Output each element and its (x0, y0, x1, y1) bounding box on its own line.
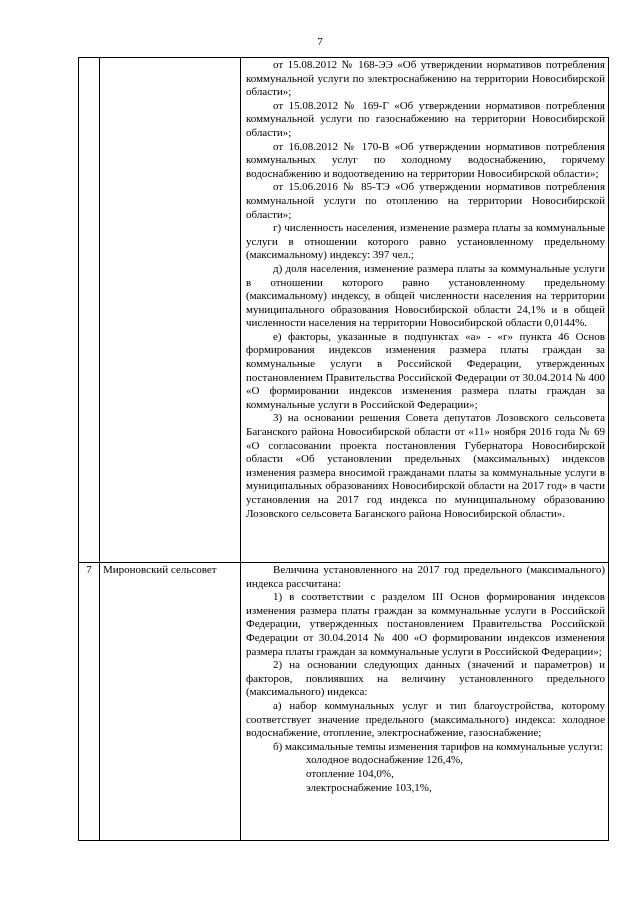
table-row (79, 563, 609, 841)
justification-cell (241, 563, 609, 841)
paragraph: 1) в соответствии с разделом III Основ формирования индексов изменения размера платы граждан за коммунальные услуги в Российской Федерации, утвержденных постановлением Правительства Российской Федерации от 30.04.2014 № 400 «О формировании индексов изменения размера платы граждан за коммунальные услуги в Российской Федерации»; (246, 591, 605, 658)
table-row (79, 58, 609, 563)
tariff-line: отопление 104,0%, (306, 767, 394, 780)
paragraph: от 15.08.2012 № 168-ЭЭ «Об утверждении нормативов потребления коммунальной услуги по электроснабжению на территории Новосибирской области»; (246, 59, 605, 99)
paragraph: 2) на основании следующих данных (значений и параметров) и факторов, повлиявших на величину установленного предельного (максимального) индекса: (246, 659, 605, 699)
tariff-line: электроснабжение 103,1%, (306, 781, 432, 794)
row-number-cell (79, 58, 100, 563)
paragraph: а) набор коммунальных услуг и тип благоустройства, которому соответствует значение предельного (максимального) индекса: холодное водоснабжение, отопление, электроснабжение, газоснабжение; (246, 699, 605, 740)
paragraph: д) доля населения, изменение размера платы за коммунальные услуги в отношении которого равно установленному предельному (максимальному) индексу, в общей численности населения на территории муниципального образования Новосибирской области 24,1% и в общей численности населения на территории Новосибирской области 0,0144%. (246, 262, 605, 330)
paragraph: г) численность населения, изменение размера платы за коммунальные услуги в отношении которого равно установленному предельному (максимальному) индексу: 397 чел.; (246, 222, 605, 262)
paragraph: от 15.06.2016 № 85-ТЭ «Об утверждении нормативов потребления коммунальной услуги по отоплению на территории Новосибирской области»; (246, 181, 605, 221)
justification-cell (241, 58, 609, 563)
page-number: 7 (317, 36, 323, 48)
row-number-cell: 7 (79, 563, 100, 841)
municipality-name-cell (100, 58, 241, 563)
municipal-index-table (78, 57, 609, 841)
paragraph: б) максимальные темпы изменения тарифов на коммунальные услуги: (273, 740, 603, 753)
paragraph: Величина установленного на 2017 год предельного (максимального) индекса рассчитана: (246, 564, 605, 590)
paragraph: от 15.08.2012 № 169-Г «Об утверждении нормативов потребления коммунальной услуги по газоснабжению на территории Новосибирской области»; (246, 99, 605, 139)
paragraph: е) факторы, указанные в подпунктах «а» - «г» пункта 46 Основ формирования индексов изменения размера платы граждан за коммунальные услуги в Российской Федерации, утвержденных постановлением Правительства Российской Федерации от 30.04.2014 № 400 «О формировании индексов изменения размера платы граждан за коммунальные услуги в Российской Федерации»; (246, 330, 605, 411)
paragraph: 3) на основании решения Совета депутатов Лозовского сельсовета Баганского района Новосибирской области от «11» ноября 2016 года № 69 «О согласовании проекта постановления Губернатора Новосибирской области «Об установлении предельных (максимальных) индексов изменения размера вносимой гражданами платы за коммунальные услуги в муниципальных образованиях Новосибирской области на 2017 год» в части установления на 2017 год индекса по муниципальному образованию Лозовского сельсовета Баганского района Новосибирской области». (246, 412, 605, 520)
municipality-name-cell: Мироновский сельсовет (100, 563, 241, 841)
paragraph: от 16.08.2012 № 170-В «Об утверждении нормативов потребления коммунальных услуг по холодному водоснабжению, горячему водоснабжению и водоотведению на территории Новосибирской области»; (246, 140, 605, 180)
tariff-line: холодное водоснабжение 126,4%, (306, 754, 463, 767)
